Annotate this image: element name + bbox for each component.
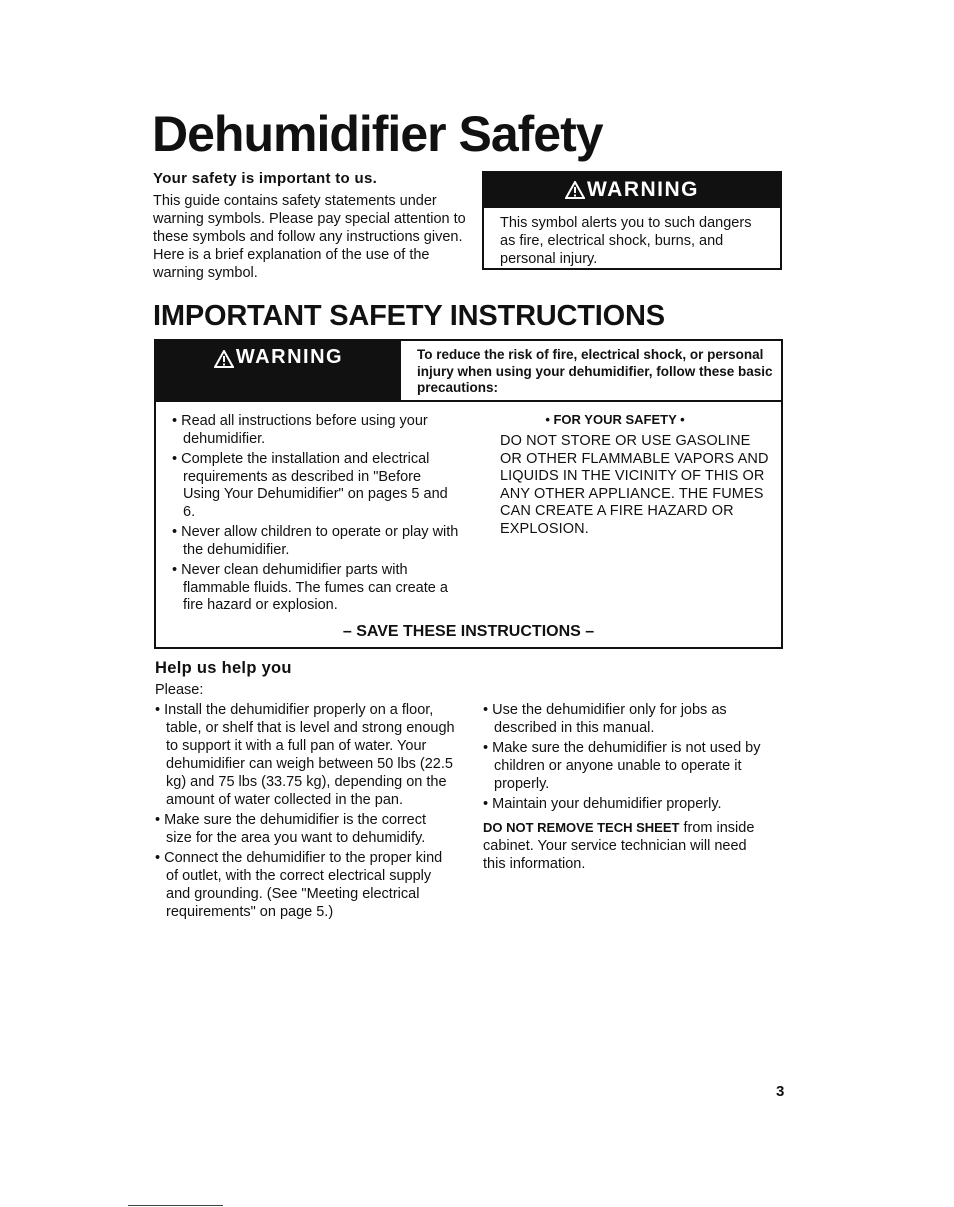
help-list-left [155, 701, 455, 923]
safety-instructions-heading: IMPORTANT SAFETY INSTRUCTIONS [153, 300, 665, 332]
warning-triangle-icon [214, 350, 234, 368]
tech-sheet-bold: DO NOT REMOVE TECH SHEET [483, 820, 680, 835]
list-item: • Install the dehumidifier properly on a floor, table, or shelf that is level and strong enough to support it with a full pan of water. Your dehumidifier can weigh between 50 lbs (22.5 kg) and 75 lbs (33.75 kg), depending on the amount of water collected in the pan. [155, 702, 455, 808]
divider [156, 400, 781, 402]
warning-banner [483, 172, 781, 208]
list-item: • Read all instructions before using your dehumidifier. [172, 413, 428, 447]
list-item: • Never clean dehumidifier parts with flammable fluids. The fumes can create a fire hazard or explosion. [172, 562, 448, 613]
list-item: • Use the dehumidifier only for jobs as described in this manual. [483, 702, 727, 736]
footer-rule [128, 1205, 223, 1206]
warning-triangle-icon [565, 181, 585, 199]
intro-body: This guide contains safety statements under warning symbols. Please pay special attention to these symbols and follow any instructions given. Here is a brief explanation of the use of the warning symbol. [153, 193, 466, 281]
help-list-right [483, 701, 773, 873]
tech-sheet-note [483, 819, 773, 873]
list-item: • Make sure the dehumidifier is not used by children or anyone unable to operate it properly. [483, 740, 761, 792]
list-item: • Complete the installation and electrical requirements as described in "Before Using Your Dehumidifier" on pages 5 and 6. [172, 451, 448, 520]
tech-sheet-rest: from inside cabinet. Your service technician will need this information. [483, 820, 755, 872]
instructions-warning-banner [156, 341, 401, 402]
for-your-safety-heading: • FOR YOUR SAFETY • [545, 412, 685, 427]
for-your-safety-text: DO NOT STORE OR USE GASOLINE OR OTHER FLAMMABLE VAPORS AND LIQUIDS IN THE VICINITY OF THIS OR ANY OTHER APPLIANCE. THE FUMES CAN CREATE A FIRE HAZARD OR EXPLOSION. [500, 433, 769, 537]
warning-symbol-box [482, 171, 782, 270]
page-number: 3 [776, 1083, 785, 1100]
instructions-list [172, 413, 462, 618]
instructions-warning-label: WARNING [235, 346, 344, 368]
list-item: • Maintain your dehumidifier properly. [483, 796, 722, 812]
intro-section [153, 170, 471, 282]
help-please: Please: [155, 682, 204, 698]
for-your-safety-section [500, 411, 770, 538]
list-item: • Connect the dehumidifier to the proper kind of outlet, with the correct electrical supply and grounding. (See "Meeting electrical requirements" on page 5.) [155, 850, 443, 920]
intro-heading: Your safety is important to us. [153, 170, 378, 187]
safety-instructions-box [154, 339, 783, 649]
precaution-text: To reduce the risk of fire, electrical shock, or personal injury when using your dehumidifier, follow these basic precautions: [417, 347, 773, 395]
warning-symbol-text: This symbol alerts you to such dangers as fire, electrical shock, burns, and personal injury. [500, 215, 752, 267]
help-heading: Help us help you [155, 659, 292, 677]
warning-label: WARNING [587, 178, 699, 201]
save-instructions-text: – SAVE THESE INSTRUCTIONS – [342, 623, 595, 640]
list-item: • Make sure the dehumidifier is the correct size for the area you want to dehumidify. [155, 812, 427, 846]
page-title: Dehumidifier Safety [152, 106, 603, 162]
list-item: • Never allow children to operate or play with the dehumidifier. [172, 524, 459, 558]
